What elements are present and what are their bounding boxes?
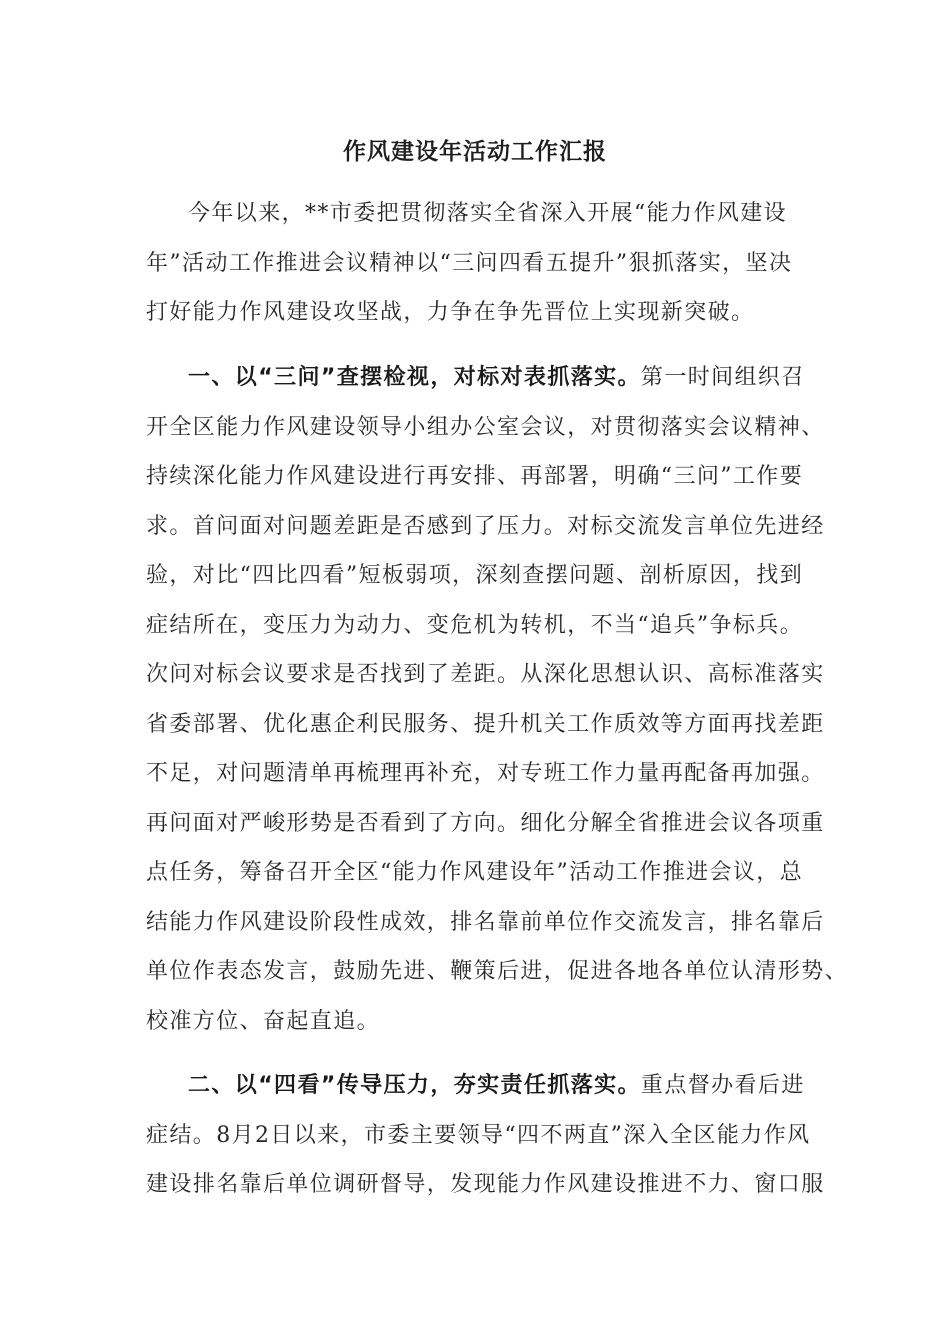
document-title: 作风建设年活动工作汇报 [343, 139, 607, 165]
section1-first-line [188, 363, 868, 393]
section1-line: 持续深化能力作风建设进行再安排、再部署，明确“三问”工作要 [146, 464, 804, 489]
intro-line-3: 打好能力作风建设攻坚战，力争在争先晋位上实现新突破。 [146, 300, 755, 325]
section2-first-line [188, 1071, 868, 1101]
section1-line: 再问面对严峻形势是否看到了方向。细化分解全省推进会议各项重 [146, 811, 825, 836]
section1-line: 验，对比“四比四看”短板弱项，深刻查摆问题、剖析原因，找到 [146, 563, 804, 588]
intro-line-1: 今年以来，**市委把贯彻落实全省深入开展“能力作风建设 [188, 201, 788, 226]
section1-line: 不足，对问题清单再梳理再补充，对专班工作力量再配备再加强。 [146, 761, 825, 786]
intro-line-2: 年”活动工作推进会议精神以“三问四看五提升”狠抓落实，坚决 [146, 251, 793, 276]
section1-line: 次问对标会议要求是否找到了差距。从深化思想认识、高标准落实 [146, 662, 825, 687]
section1-line: 症结所在，变压力为动力、变危机为转机，不当“追兵”争标兵。 [146, 613, 804, 638]
section2-heading: 二、以“四看”传导压力，夯实责任抓落实。 [188, 1073, 641, 1098]
section1-line: 开全区能力作风建设领导小组办公室会议，对贯彻落实会议精神、 [146, 415, 825, 440]
section1-line: 求。首问面对问题差距是否感到了压力。对标交流发言单位先进经 [146, 514, 825, 539]
section1-first-line-rest: 第一时间组织召 [640, 365, 805, 390]
section1-line: 校准方位、奋起直追。 [146, 1009, 381, 1034]
section2-line: 症结。8月2日以来，市委主要领导“四不两直”深入全区能力作风 [146, 1123, 811, 1148]
section1-line: 结能力作风建设阶段性成效，排名靠前单位作交流发言，排名靠后 [146, 910, 825, 935]
section1-heading: 一、以“三问”查摆检视，对标对表抓落实。 [188, 365, 641, 390]
section2-line: 建设排名靠后单位调研督导，发现能力作风建设推进不力、窗口服 [146, 1172, 825, 1197]
section2-first-line-rest: 重点督办看后进 [640, 1073, 805, 1098]
section1-line: 省委部署、优化惠企利民服务、提升机关工作质效等方面再找差距 [146, 712, 825, 737]
section1-line: 点任务，筹备召开全区“能力作风建设年”活动工作推进会议，总 [146, 860, 804, 885]
section1-line: 单位作表态发言，鼓励先进、鞭策后进，促进各地各单位认清形势、 [146, 959, 849, 984]
